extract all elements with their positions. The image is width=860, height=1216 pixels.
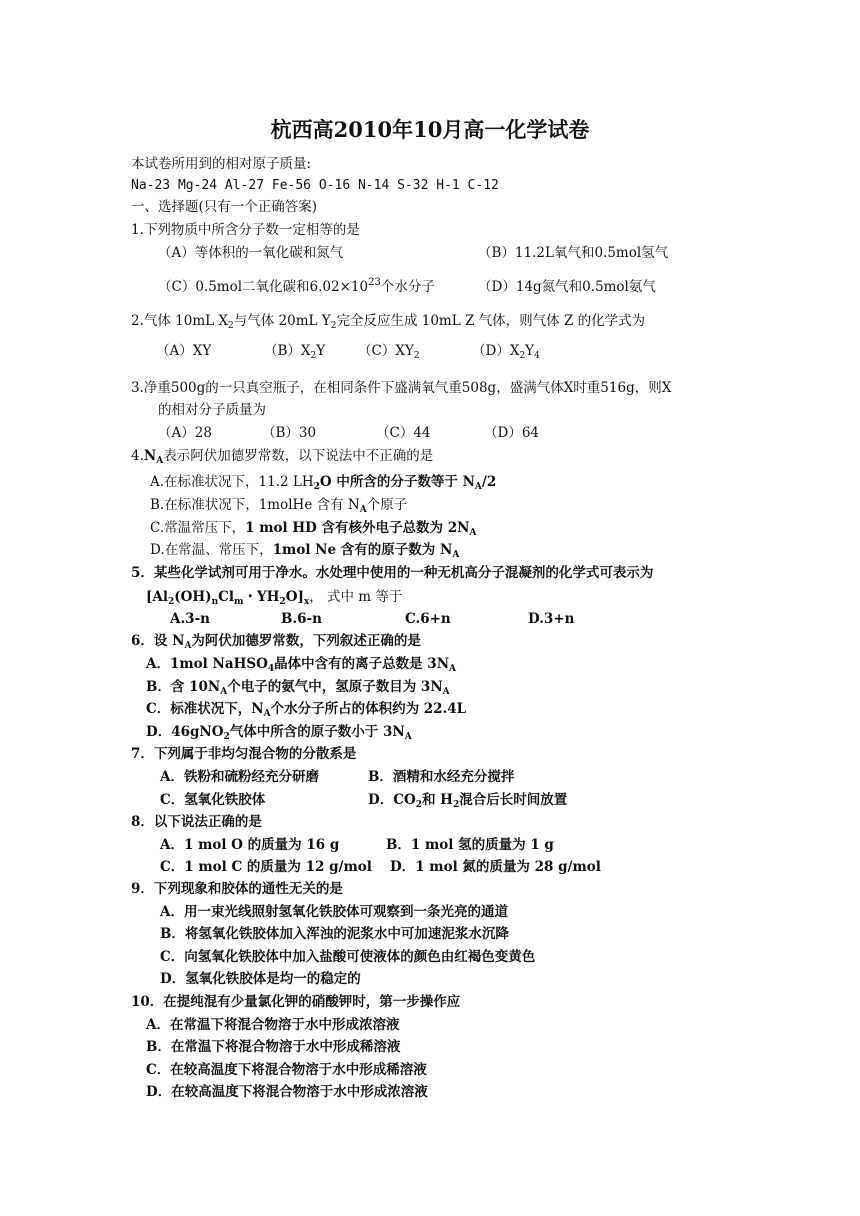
q4-option-b: B.在标准状况下，1molHe 含有 $N_A$个原子 xyxy=(150,497,408,515)
q7-option-d: D．$CO_2$和 $H_2$混合后长时间放置 xyxy=(368,792,568,810)
q2-option-a: （A）XY xyxy=(156,343,212,359)
q4-stem: $4.N_A$表示阿伏加德罗常数，以下说法中不正确的是 xyxy=(131,448,434,466)
q2-option-c: $(C)XY_2$ xyxy=(358,343,420,361)
q10-option-d: D．在较高温度下将混合物溶于水中形成浓溶液 xyxy=(146,1084,428,1100)
page-title: 杭西高2010年10月高一化学试卷 xyxy=(270,117,590,142)
q9-option-d: D．氢氧化铁胶体是均一的稳定的 xyxy=(160,971,361,987)
q8-option-d: D．1 mol 氮的质量为 28 g/mol xyxy=(390,859,601,875)
q9-option-b: B．将氢氧化铁胶体加入浑浊的泥浆水中可加速泥浆水沉降 xyxy=(160,926,509,942)
q5-option-a: A.3-n xyxy=(170,611,210,627)
q4-option-d: D.在常温、常压下，1mol Ne 含有的原子数为 $N_A$ xyxy=(150,542,460,560)
q3-option-b: （B）30 xyxy=(262,425,317,441)
intro-line: 本试卷所用到的相对原子质量: xyxy=(131,156,312,172)
q6-option-a: A．1mol NaHSO$_4$晶体中含有的离子总数是 $3N_A$ xyxy=(146,656,457,674)
q4-option-a: A.在标准状况下，11.2 $LH_2O$ 中所含的分子数等于 $N_A/2$ xyxy=(150,474,497,492)
q1-option-d: （D）14g氮气和0.5mol氨气 xyxy=(478,279,656,295)
q9-option-a: A．用一束光线照射氢氧化铁胶体可观察到一条光亮的通道 xyxy=(160,904,508,920)
q9-stem: 9．下列现象和胶体的通性无关的是 xyxy=(131,881,343,897)
q1-option-c: （C）0.5mol二氧化碳和$6.02\times 10^{23}$个水分子 xyxy=(158,277,435,295)
q5-option-d: D.3+n xyxy=(528,611,575,627)
q4-option-c: C.常温常压下，1 mol HD 含有核外电子总数为 $2N_A$ xyxy=(150,520,477,538)
q5-option-c: C.6+n xyxy=(405,611,451,627)
q8-stem: 8．以下说法正确的是 xyxy=(131,814,262,830)
q3-option-a: （A）28 xyxy=(158,425,212,441)
q6-stem: 6．设 $N_A$为阿伏加德罗常数，下列叙述正确的是 xyxy=(131,633,421,651)
q5-stem: 5．某些化学试剂可用于净水。水处理中使用的一种无机高分子混凝剂的化学式可表示为 xyxy=(131,565,654,581)
q1-option-b: （B）11.2L氧气和0.5mol氢气 xyxy=(478,245,669,261)
q6-option-c: C．标准状况下，$N_A$个水分子所占的体积约为 22.4L xyxy=(146,701,467,719)
q5-formula: [$Al_2(OH)_nCl_m$・$YH_2O]_x$， 式中 m 等于 xyxy=(146,589,403,607)
atomic-masses: Na-23 Mg-24 Al-27 Fe-56 O-16 N-14 S-32 H-1 C-12 xyxy=(131,178,499,193)
q7-option-a: A．铁粉和硫粉经充分研磨 xyxy=(160,769,319,785)
q6-option-d: D．46gNO$_2$气体中所含的原子数小于 $3N_A$ xyxy=(146,724,412,742)
q8-option-a: A．1 mol O 的质量为 16 g xyxy=(160,837,340,853)
q6-option-b: B．含 $10N_A$个电子的氨气中，氢原子数目为 $3N_A$ xyxy=(146,679,450,697)
q1-option-a: （A）等体积的一氧化碳和氮气 xyxy=(158,245,344,261)
q5-option-b: B.6-n xyxy=(281,611,322,627)
q7-option-c: C．氢氧化铁胶体 xyxy=(160,792,266,808)
q8-option-b: B．1 mol 氢的质量为 1 g xyxy=(386,837,554,853)
q7-stem: 7．下列属于非均匀混合物的分散系是 xyxy=(131,746,357,762)
q2-option-d: $(D)X_2Y_4$ xyxy=(472,343,540,361)
q10-stem: 10．在提纯混有少量氯化钾的硝酸钾时，第一步操作应 xyxy=(131,994,461,1010)
q3-option-d: （D）64 xyxy=(484,425,540,441)
q8-option-c: C．1 mol C 的质量为 12 g/mol xyxy=(160,859,372,875)
q9-option-c: C．向氢氧化铁胶体中加入盐酸可使液体的颜色由红褐色变黄色 xyxy=(160,949,536,965)
q1-stem: 1.下列物质中所含分子数一定相等的是 xyxy=(131,222,360,238)
section-heading: 一、选择题(只有一个正确答案) xyxy=(131,199,318,215)
q10-option-b: B．在常温下将混合物溶于水中形成稀溶液 xyxy=(146,1039,401,1055)
q10-option-a: A．在常温下将混合物溶于水中形成浓溶液 xyxy=(146,1017,400,1033)
q2-stem: 2.气体 10mL $X_2$与气体 20mL $Y_2$完全反应生成 10mL Z 气体，则气体 Z 的化学式为 xyxy=(131,313,646,331)
q7-option-b: B．酒精和水经充分搅拌 xyxy=(368,769,515,785)
q3-stem: 3.净重500g的一只真空瓶子，在相同条件下盛满氧气重508g，盛满气体X时重516g，则X xyxy=(131,380,672,396)
q2-option-b: $(B)X_2Y$ xyxy=(264,343,326,361)
q10-option-c: C．在较高温度下将混合物溶于水中形成稀溶液 xyxy=(146,1062,427,1078)
q3-stem-cont: 的相对分子质量为 xyxy=(158,402,266,418)
q3-option-c: （C）44 xyxy=(376,425,431,441)
